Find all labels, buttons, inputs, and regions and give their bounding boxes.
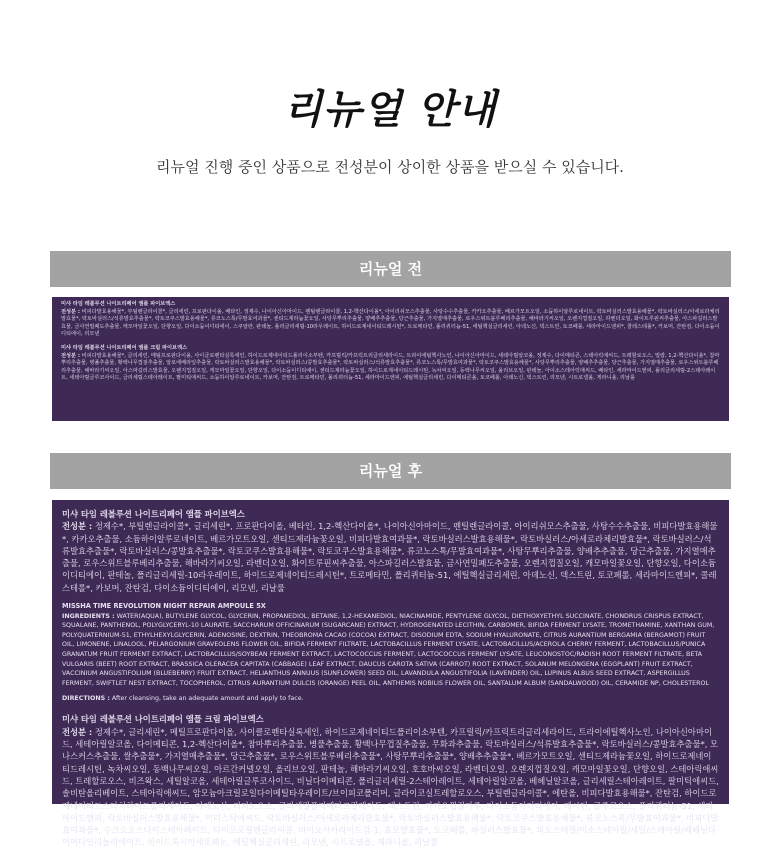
before-ingredients-panel (52, 297, 729, 421)
before-ampoule-block (61, 301, 720, 339)
after-cream-ingredients: 정제수*, 글리세린*, 메틸프로판다이올, 사이클로펜타실록세인, 하이드로제네이티드폴리이소부텐, 카프릴릭/카프릭트리글리세라이드, 트라이에틸헥사노인, 나이아신아마이드, 세테아릴알코올, 다이메티콘, 1,2-헥산다이올*, 참마뿌리추출물, 병풀추출물, 황백나무껍질추출물, 무화과추출물, 락토바실러스/석류발효추출물*, 락토바실러스/콩발효추출물*, 모나스커스추출물, 쌀추출물*, 가지열매추출물*, 당근추출물*, 로우스위트블루베리추출물*, 사탕무뿌리추출물*, 양배추추출물*, 베르가모트오일, 센티드제라늄꽃오일, 하이드로제네이티드레시틴, 녹차씨오일, 동백나무씨오일, 아르간커넬오일, 올리브오일, 판테놀, 해바라기씨오일, 호호바씨오일, 라벤더오일, 오렌지껍질오일, 캐모마일꽃오일, 단향오일, 스테아릭애씨드, 트레할로오스, 비즈왁스, 세틸알코올, 세테아릴글루코사이드, 비닐다이메티콘, 폴리글리세릴-2스테아레이트, 세테아릴알코올, 베헤닐알코올, 글리세릴스테아레이트, 팔미틱애씨드, 솔비탄올리베이트, 스테아릭애씨드, 암모늄아크릴로일다이메틸타우레이트/브이피코폴리머, 글라이코실트레할로오스, 부틸렌글라이콜*, 에탄올, 비피다발효용해물*, 잔탄검, 하이드로제네이티드스타치하이드롤리세이트, 아데노신, 리피노오스, 글리세릴폴리메타크릴레이트, 덱스트린, 카카오껍질가루, 다이소듐이디티에이, 레시틴, 글루코오스, 폴리퀴터늄-51, 세라마이드엔피, 락토바실러스발효용해물*, 미리스틱애씨드, 락토바실러스/아세로라체리발효물*, 락토바실러스발효용해물*, 락토코쿠스발효용해물*, 류코노스톡/무발효여과물*, 비피다발효여과물*, 수크로오스다이스테아레이트, 다이프로필렌글라이콜, 바이오사카라이드검-1, 효모발효물*, 토코페롤, 바실러스발효물*, 피토스테릴/이소스테아릴/세틸/스테아릴/베헤닐다이머다일리놀리에이트, 하이드록시아세토페논, 에틸헥실글리세린, 리모넨, 시트로넬올, 제라니올, 리날룰 (62, 726, 719, 848)
after-ampoule-block (62, 508, 719, 594)
before-ampoule-ingredients: 비피다발효용해물*, 부틸렌글라이콜*, 글리세린, 프로판다이올, 베타인, 정제수, 나이아신아마이드, 펜틸렌글라이콜, 1,2-헥산다이올*, 아이리쉬모스추출물, 사탕수수추출물, 카카오추출물, 베르가모트오일, 소듐하이알루로네이트, 락토바실러스발효용해물*, 락토바실러스/아세로라체리발효물*, 락토바실러스/석류발효추출물*, 락토코쿠스발효용해물*, 류코노스톡/무발효여과물*, 센티드제라늄꽃오일, 사탕무뿌리추출물, 양배추추출물, 당근추출물, 가지열매추출물, 로우스위트블루베리추출물, 해바라기씨오일, 오렌지껍질오일, 라벤더오일, 화이트루핀씨추출물, 아스파길러스발효물, 금사연밀폐도추출물, 캐모마일꽃오일, 단향오일, 다이소듐이디티에이, 스쿠알란, 판테놀, 폴리글리세릴-10라우레이트, 하이드로제네이티드레시틴*, 트로메타민, 폴리퀴터늄-51, 에틸헥실글리세린, 아데노신, 덱스트린, 토코페롤, 세라마이드엔피*, 콜레스테롤*, 카보머, 잔탄검, 다이소듐이디티에이, 리모넨 (61, 308, 720, 338)
directions-label: DIRECTIONS : (62, 695, 110, 703)
after-ampoule-english-ingredients: WATER(AQUA), BUTYLENE GLYCOL, GLYCERIN, PROPANEDIOL, BETAINE, 1,2-HEXANEDIOL, NIACINAMIDE, PENTYLENE GLYCOL, DIETHOXYETHYL SUCCINATE, CHONDRUS CRISPUS EXTRACT, SQUALANE, PANTHENOL, POLYGLYCERYL-10 LAURATE, SACCHARUM OFFICINARUM (SUGARCANE) EXTRACT, HYDROGENATED LECITHIN, CARBOMER, BIFIDA FERMENT LYSATE, TROMETHAMINE, XANTHAN GUM, POLYQUATERNIUM-51, ETHYLHEXYLGLYCERIN, ADENOSINE, DEXTRIN, THEOBROMA CACAO (COCOA) EXTRACT, DISODIUM EDTA, SODIUM HYALURONATE, CITRUS AURANTIUM BERGAMIA (BERGAMOT) FRUIT OIL, LIMONENE, LINALOOL, PELARGONIUM GRAVEOLENS FLOWER OIL, BIFIDA FERMENT FILTRATE, LACTOBACILLUS FERMENT LYSATE, LACTOBACILLUS/ACEROLA CHERRY FERMENT, LACTOBACILLUS/PUNICA GRANATUM FRUIT FERMENT EXTRACT, LACTOBACILLUS/SOYBEAN FERMENT EXTRACT, LACTOCOCCUS FERMENT, LACTOCOCCUS FERMENT LYSATE, LEUCONOSTOC/RADISH ROOT FERMENT FILTRATE, BETA VULGARIS (BEET) ROOT EXTRACT, BRASSICA OLERACEA CAPITATA (CABBAGE) LEAF EXTRACT, DAUCUS CAROTA SATIVA (CARROT) ROOT EXTRACT, SOLANUM MELONGENA (EGGPLANT) FRUIT EXTRACT, VACCINIUM ANGUSTIFOLIUM (BLUEBERRY) FRUIT EXTRACT, HELIANTHUS ANNUUS (SUNFLOWER) SEED OIL, LAVANDULA ANGUSTIFOLIA (LAVENDER) OIL, LUPINUS ALBUS SEED EXTRACT, ASPERGILLUS FERMENT, SWIFTLET NEST EXTRACT, TOCOPHEROL, CITRUS AURANTIUM DULCIS (ORANGE) PEEL OIL, ANTHEMIS NOBILIS FLOWER OIL, SANTALUM ALBUM (SANDALWOOD) OIL, CERAMIDE NP, CHOLESTEROL (62, 612, 715, 687)
page-subtitle: 리뉴얼 진행 중인 상품으로 전성분이 상이한 상품을 받으실 수 있습니다. (156, 158, 624, 176)
after-cream-block (62, 713, 719, 848)
before-cream-ingredients-label: 전성분 : (61, 352, 80, 359)
before-ampoule-name: 미샤 타임 레볼루션 나이트리페어 앰플 파이브엑스 (61, 301, 176, 307)
page-title: 리뉴얼 안내 (283, 87, 497, 133)
after-cream-ingredients-label: 전성분 : (62, 726, 93, 737)
before-cream-name: 미샤 타임 레볼루션 나이트리페어 앰플 크림 파이브엑스 (61, 344, 188, 351)
before-cream-ingredients: 비피다발효용해물*, 글리세린, 메틸프로판다이올, 사이클로펜타실록세인, 하이드로제네이티드폴리이소부텐, 카프릴릭/카프릭트리글리세라이드, 트라이에틸헥사노인, 나이아신아마이드, 세테아릴알코올, 정제수, 다이메티콘, 스테아릭애씨드, 트레할로오스, 밀랍, 1,2-헥산다이올*, 참마뿌리추출물, 병풀추출물, 황백나무껍질추출물, 알로에베라잎추출물, 락토바실러스발효용해물*, 락토바실러스/콩발효추출물*, 락토바실러스/석류발효추출물*, 류코노스톡/무발효여과물*, 락토코쿠스발효용해물*, 사탕무뿌리추출물, 양배추추출물, 당근추출물, 가지열매추출물, 로우스위트블루베리추출물, 해바라기씨오일, 아스파길러스발효물, 오렌지껍질오일, 캐모마일꽃오일, 단향오일, 다이소듐이디티에이, 센티드제라늄꽃오일, 하이드로제네이티드레시틴, 녹차씨오일, 동백나무씨오일, 올리브오일, 판테놀, 아이소스테아릭애씨드, 베타인, 세라마이드엔피, 폴리글리세릴-2스테아레이트, 세테아릴글루코사이드, 글리세릴스테아레이트, 팔미틱애씨드, 소듐하이알루로네이트, 카보머, 잔탄검, 트로메타민, 폴리퀴터늄-51, 세라마이드엔피, 에틸헥실글리세린, 다이메티콘올, 토코페롤, 아데노신, 덱스트린, 리모넨, 시트로넬올, 게라니올, 리날룰 (61, 352, 720, 382)
after-ampoule-english-name: MISSHA TIME REVOLUTION NIGHT REPAIR AMPOULE 5X (62, 602, 266, 611)
after-ampoule-name: 미샤 타임 레볼루션 나이트리페어 앰플 파이브엑스 (62, 509, 245, 519)
before-renewal-bar: 리뉴얼 전 (50, 251, 731, 287)
after-ampoule-ingredients-label: 전성분 : (62, 521, 93, 532)
after-cream-name: 미샤 타임 레볼루션 나이트리페어 앰플 크림 파이브엑스 (62, 714, 264, 725)
after-ampoule-english-ingredients-label: INGREDIENTS : (62, 612, 115, 620)
directions-text: After cleansing, take an adequate amount and apply to face. (111, 695, 304, 703)
before-cream-block (61, 345, 720, 383)
after-ampoule-directions (62, 694, 719, 703)
after-ampoule-english-block (62, 602, 719, 688)
after-ingredients-panel (52, 500, 729, 848)
before-ampoule-ingredients-label: 전성분 : (61, 308, 80, 315)
after-ampoule-ingredients: 정제수*, 부틸렌글라이콜*, 글리세린*, 프로판다이올, 베타인, 1,2-헥산다이올*, 나이아신아마이드, 펜틸렌글라이콜, 아이리쉬모스추출물, 사탕수수추출물, 비피다발효용해물*, 카카오추출물, 소듐하이알루로네이트, 베르가모트오일, 센티드제라늄꽃오일, 비피다발효여과물*, 락토바실러스발효용해물*, 락토바실러스/아세로라체리발효물*, 락토바실러스/석류발효추출물*, 락토바실러스/콩발효추출물*, 락토코쿠스발효용해물*, 락토코쿠스발효용해물*, 류코노스톡/무발효여과물*, 사탕무뿌리추출물, 양배추추출물, 당근추출물, 가지열매추출물, 로우스위트블루베리추출물, 해바라기씨오일, 라벤더오일, 화이트루핀씨추출물, 아스파길러스발효물, 금사연밀폐도추출물, 오렌지껍질오일, 캐모마일꽃오일, 단향오일, 다이소듐이디티에이, 판테놀, 폴리글리세릴-10라우레이트, 하이드로제네이티드레시틴*, 트로메타민, 폴리퀴터늄-51, 에틸헥실글리세린, 아데노신, 덱스트린, 토코페롤, 세라마이드엔피*, 콜레스테롤*, 카보머, 잔탄검, 다이소듐이디티에이, 리모넨, 리날룰 (62, 521, 718, 593)
after-renewal-bar: 리뉴얼 후 (50, 453, 731, 489)
